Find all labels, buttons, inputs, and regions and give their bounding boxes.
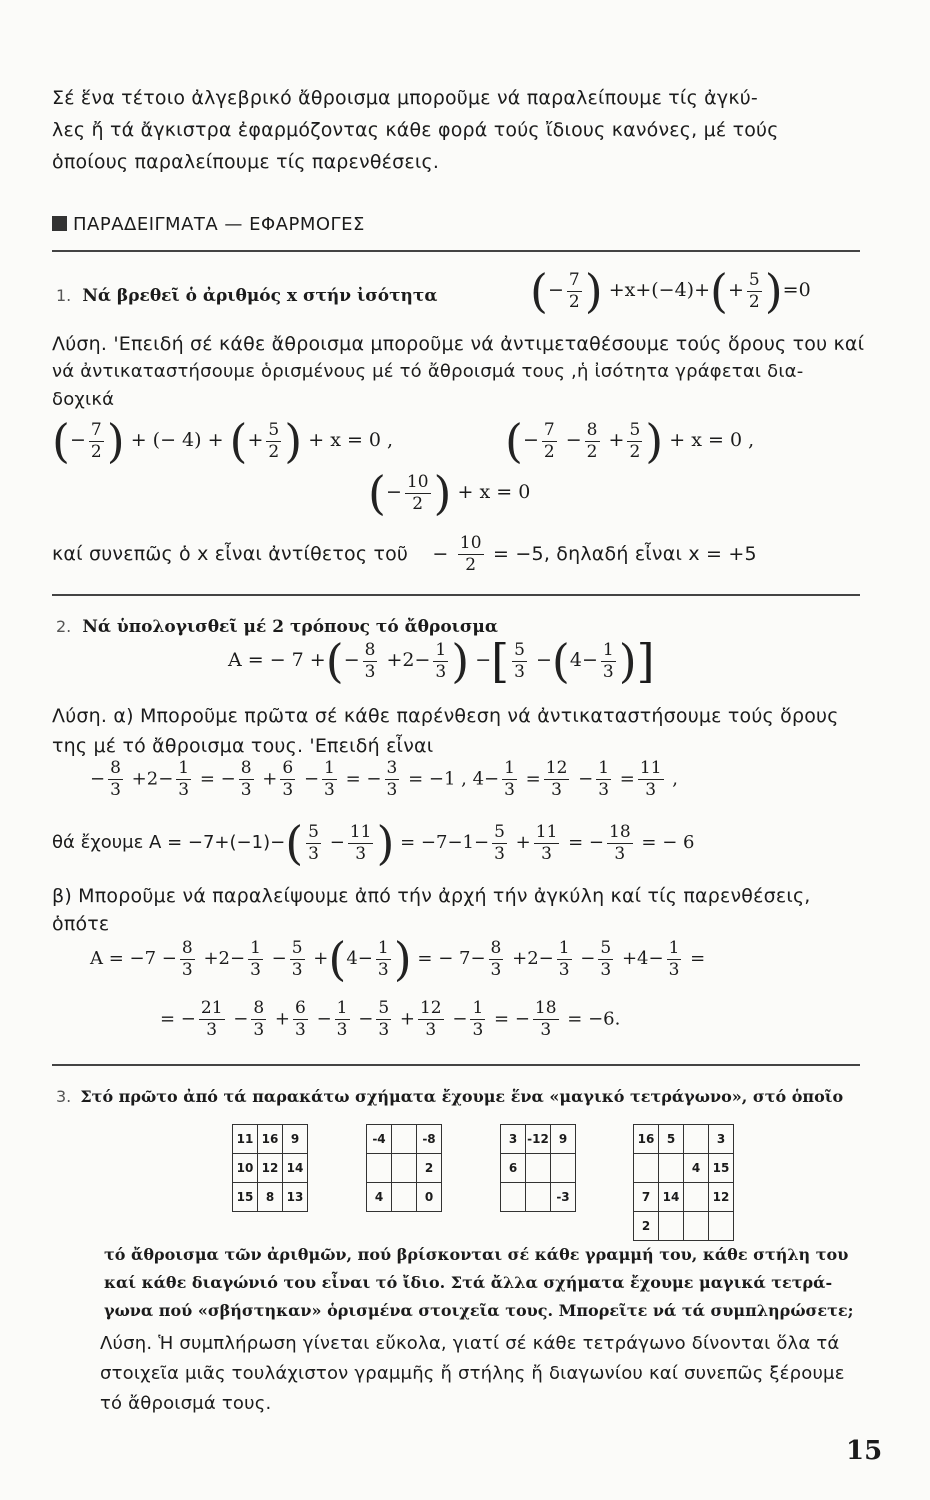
ex2-calc-1: − $\frac{8}{3}$ +2− $\frac{1}{3}$ = − $\frac{8}{3}$ + $\frac{6}{3}$ − $\frac{1}{3}$ = − $\frac{3}{3}$ = −1 , 4− $\frac{1}{3}$ = $\frac{12}{3}$ − $\frac{1}{3}$ = $\frac{11}{3}$ , <box>90 758 678 800</box>
cell <box>684 1212 709 1241</box>
cell <box>392 1183 417 1212</box>
ex2-calc-2: θά ἔχουμε A = −7+(−1)−( $\frac{5}{3}$ − $\frac{11}{3}$ ) = −7−1− $\frac{5}{3}$ + $\frac{11}{3}$ = − $\frac{18}{3}$ = − 6 <box>52 816 695 870</box>
cell: 14 <box>283 1154 308 1183</box>
cell: 13 <box>283 1183 308 1212</box>
ex1-statement: 1. Νά βρεθεῖ ὁ ἀριθμός x στήν ἰσότητα <box>56 286 438 306</box>
ex2-solution-a-line-1: Λύση. α) Μποροῦμε πρῶτα σέ κάθε παρένθεση νά ἀντικαταστήσουμε τούς ὅρους <box>52 705 839 727</box>
magic-square-1 <box>232 1124 308 1212</box>
cell <box>634 1154 659 1183</box>
cell <box>709 1212 734 1241</box>
cell: 11 <box>233 1125 258 1154</box>
cell: 5 <box>659 1125 684 1154</box>
ex2-calc-4: = − $\frac{21}{3}$ − $\frac{8}{3}$ + $\frac{6}{3}$ − $\frac{1}{3}$ − $\frac{5}{3}$ + $\frac{12}{3}$ − $\frac{1}{3}$ = − $\frac{18}{3}$ = −6. <box>160 998 621 1040</box>
ex3-statement-line-4: γωνα πού «σβήστηκαν» ὁρισμένα στοιχεῖα τους. Μπορεῖτε νά τά συμπληρώσετε; <box>104 1301 854 1320</box>
cell <box>526 1154 551 1183</box>
cell: 12 <box>258 1154 283 1183</box>
cell: 16 <box>634 1125 659 1154</box>
cell: 15 <box>233 1183 258 1212</box>
cell <box>551 1154 576 1183</box>
divider <box>52 250 860 252</box>
cell: 7 <box>634 1183 659 1212</box>
cell <box>367 1154 392 1183</box>
ex3-solution-line-2: στοιχεῖα μιᾶς τουλάχιστον γραμμῆς ἤ στήλης ἤ διαγωνίου καί συνεπῶς ξέρουμε <box>100 1363 845 1384</box>
ex1-step-1: (− $\frac{7}{2}$ ) + (− 4) + (+ $\frac{5}{2}$ ) + x = 0 , <box>52 414 394 468</box>
cell <box>501 1183 526 1212</box>
cell: 16 <box>258 1125 283 1154</box>
ex2-calc-3: A = −7 − $\frac{8}{3}$ +2− $\frac{1}{3}$ − $\frac{5}{3}$ +(4− $\frac{1}{3}$ ) = − 7− $\frac{8}{3}$ +2− $\frac{1}{3}$ − $\frac{5}{3}$ +4− $\frac{1}{3}$ = <box>90 932 706 986</box>
ex1-solution-line-3: δοχικά <box>52 389 115 410</box>
cell: 4 <box>684 1154 709 1183</box>
cell: 2 <box>634 1212 659 1241</box>
magic-square-3 <box>500 1124 576 1212</box>
cell: 3 <box>709 1125 734 1154</box>
ex3-statement-line-3: καί κάθε διαγώνιό του εἶναι τό ἴδιο. Στά ἄλλα σχήματα ἔχουμε μαγικά τετρά- <box>104 1273 833 1292</box>
ex1-solution-line-1: Λύση. 'Επειδή σέ κάθε ἄθροισμα μποροῦμε νά ἀντιμεταθέσουμε τούς ὅρους του καί <box>52 333 865 355</box>
ex2-equation: A = − 7 +(− $\frac{8}{3}$ +2− $\frac{1}{3}$ ) −[ $\frac{5}{3}$ −(4− $\frac{1}{3}$ )] <box>228 634 655 688</box>
cell: -12 <box>526 1125 551 1154</box>
ex2-statement: 2. Νά ὑπολογισθεῖ μέ 2 τρόπους τό ἄθροισμα <box>56 617 498 637</box>
cell <box>659 1154 684 1183</box>
cell: 14 <box>659 1183 684 1212</box>
cell: 0 <box>417 1183 442 1212</box>
heading-square-icon <box>52 216 67 231</box>
cell: -3 <box>551 1183 576 1212</box>
cell: -4 <box>367 1125 392 1154</box>
cell: 4 <box>367 1183 392 1212</box>
ex3-statement-line-2: τό ἄθροισμα τῶν ἀριθμῶν, πού βρίσκονται σέ κάθε γραμμή του, κάθε στήλη του <box>104 1245 849 1264</box>
ex3-solution-line-1: Λύση. Ἡ συμπλήρωση γίνεται εὔκολα, γιατί σέ κάθε τετράγωνο δίνονται ὅλα τά <box>100 1333 840 1354</box>
page-number: 15 <box>846 1436 883 1466</box>
cell <box>392 1125 417 1154</box>
cell <box>526 1183 551 1212</box>
cell <box>684 1183 709 1212</box>
ex1-equation: (− $\frac{7}{2}$ ) +x+(−4)+(+ $\frac{5}{2}$ )=0 <box>530 264 811 318</box>
cell: 2 <box>417 1154 442 1183</box>
magic-square-4 <box>633 1124 734 1241</box>
cell: -8 <box>417 1125 442 1154</box>
ex1-step-2: (− $\frac{7}{2}$ − $\frac{8}{2}$ + $\frac{5}{2}$ ) + x = 0 , <box>505 414 755 468</box>
cell: 10 <box>233 1154 258 1183</box>
cell <box>392 1154 417 1183</box>
cell: 9 <box>551 1125 576 1154</box>
cell: 3 <box>501 1125 526 1154</box>
ex3-statement-line-1: 3. Στό πρῶτο ἀπό τά παρακάτω σχήματα ἔχουμε ἕνα «μαγικό τετράγωνο», στό ὁποῖο <box>56 1087 844 1106</box>
ex3-solution-line-3: τό ἄθροισμά τους. <box>100 1393 272 1414</box>
ex1-step-3: (− $\frac{10}{2}$ ) + x = 0 <box>368 466 531 520</box>
ex2-solution-b-line-1: β) Μποροῦμε νά παραλείψουμε ἀπό τήν ἀρχή τήν ἀγκύλη καί τίς παρενθέσεις, <box>52 885 811 907</box>
section-heading: ΠΑΡΑΔΕΙΓΜΑΤΑ — ΕΦΑΡΜΟΓΕΣ <box>52 214 365 235</box>
cell: 6 <box>501 1154 526 1183</box>
ex2-solution-a-line-2: της μέ τό ἄθροισμα τους. 'Επειδή εἶναι <box>52 735 434 757</box>
cell <box>659 1212 684 1241</box>
magic-square-2 <box>366 1124 442 1212</box>
cell: 12 <box>709 1183 734 1212</box>
divider <box>52 1064 860 1066</box>
intro-line-2: λες ἤ τά ἄγκιστρα ἐφαρμόζοντας κάθε φορά τούς ἴδιους κανόνες, μέ τούς <box>52 119 779 141</box>
ex1-conclusion: καί συνεπῶς ὁ x εἶναι ἀντίθετος τοῦ − $\frac{10}{2}$ = −5, δηλαδή εἶναι x = +5 <box>52 533 757 575</box>
intro-line-1: Σέ ἕνα τέτοιο ἀλγεβρικό ἄθροισμα μποροῦμε νά παραλείπουμε τίς ἀγκύ- <box>52 87 758 109</box>
cell <box>684 1125 709 1154</box>
cell: 15 <box>709 1154 734 1183</box>
ex1-solution-line-2: νά ἀντικαταστήσουμε ὁρισμένους μέ τό ἄθροισμά τους ,ἡ ἰσότητα γράφεται δια- <box>52 361 804 382</box>
ex2-solution-b-line-2: ὁπότε <box>52 913 110 935</box>
cell: 8 <box>258 1183 283 1212</box>
intro-line-3: ὁποίους παραλείπουμε τίς παρενθέσεις. <box>52 151 440 173</box>
cell: 9 <box>283 1125 308 1154</box>
divider <box>52 594 860 596</box>
